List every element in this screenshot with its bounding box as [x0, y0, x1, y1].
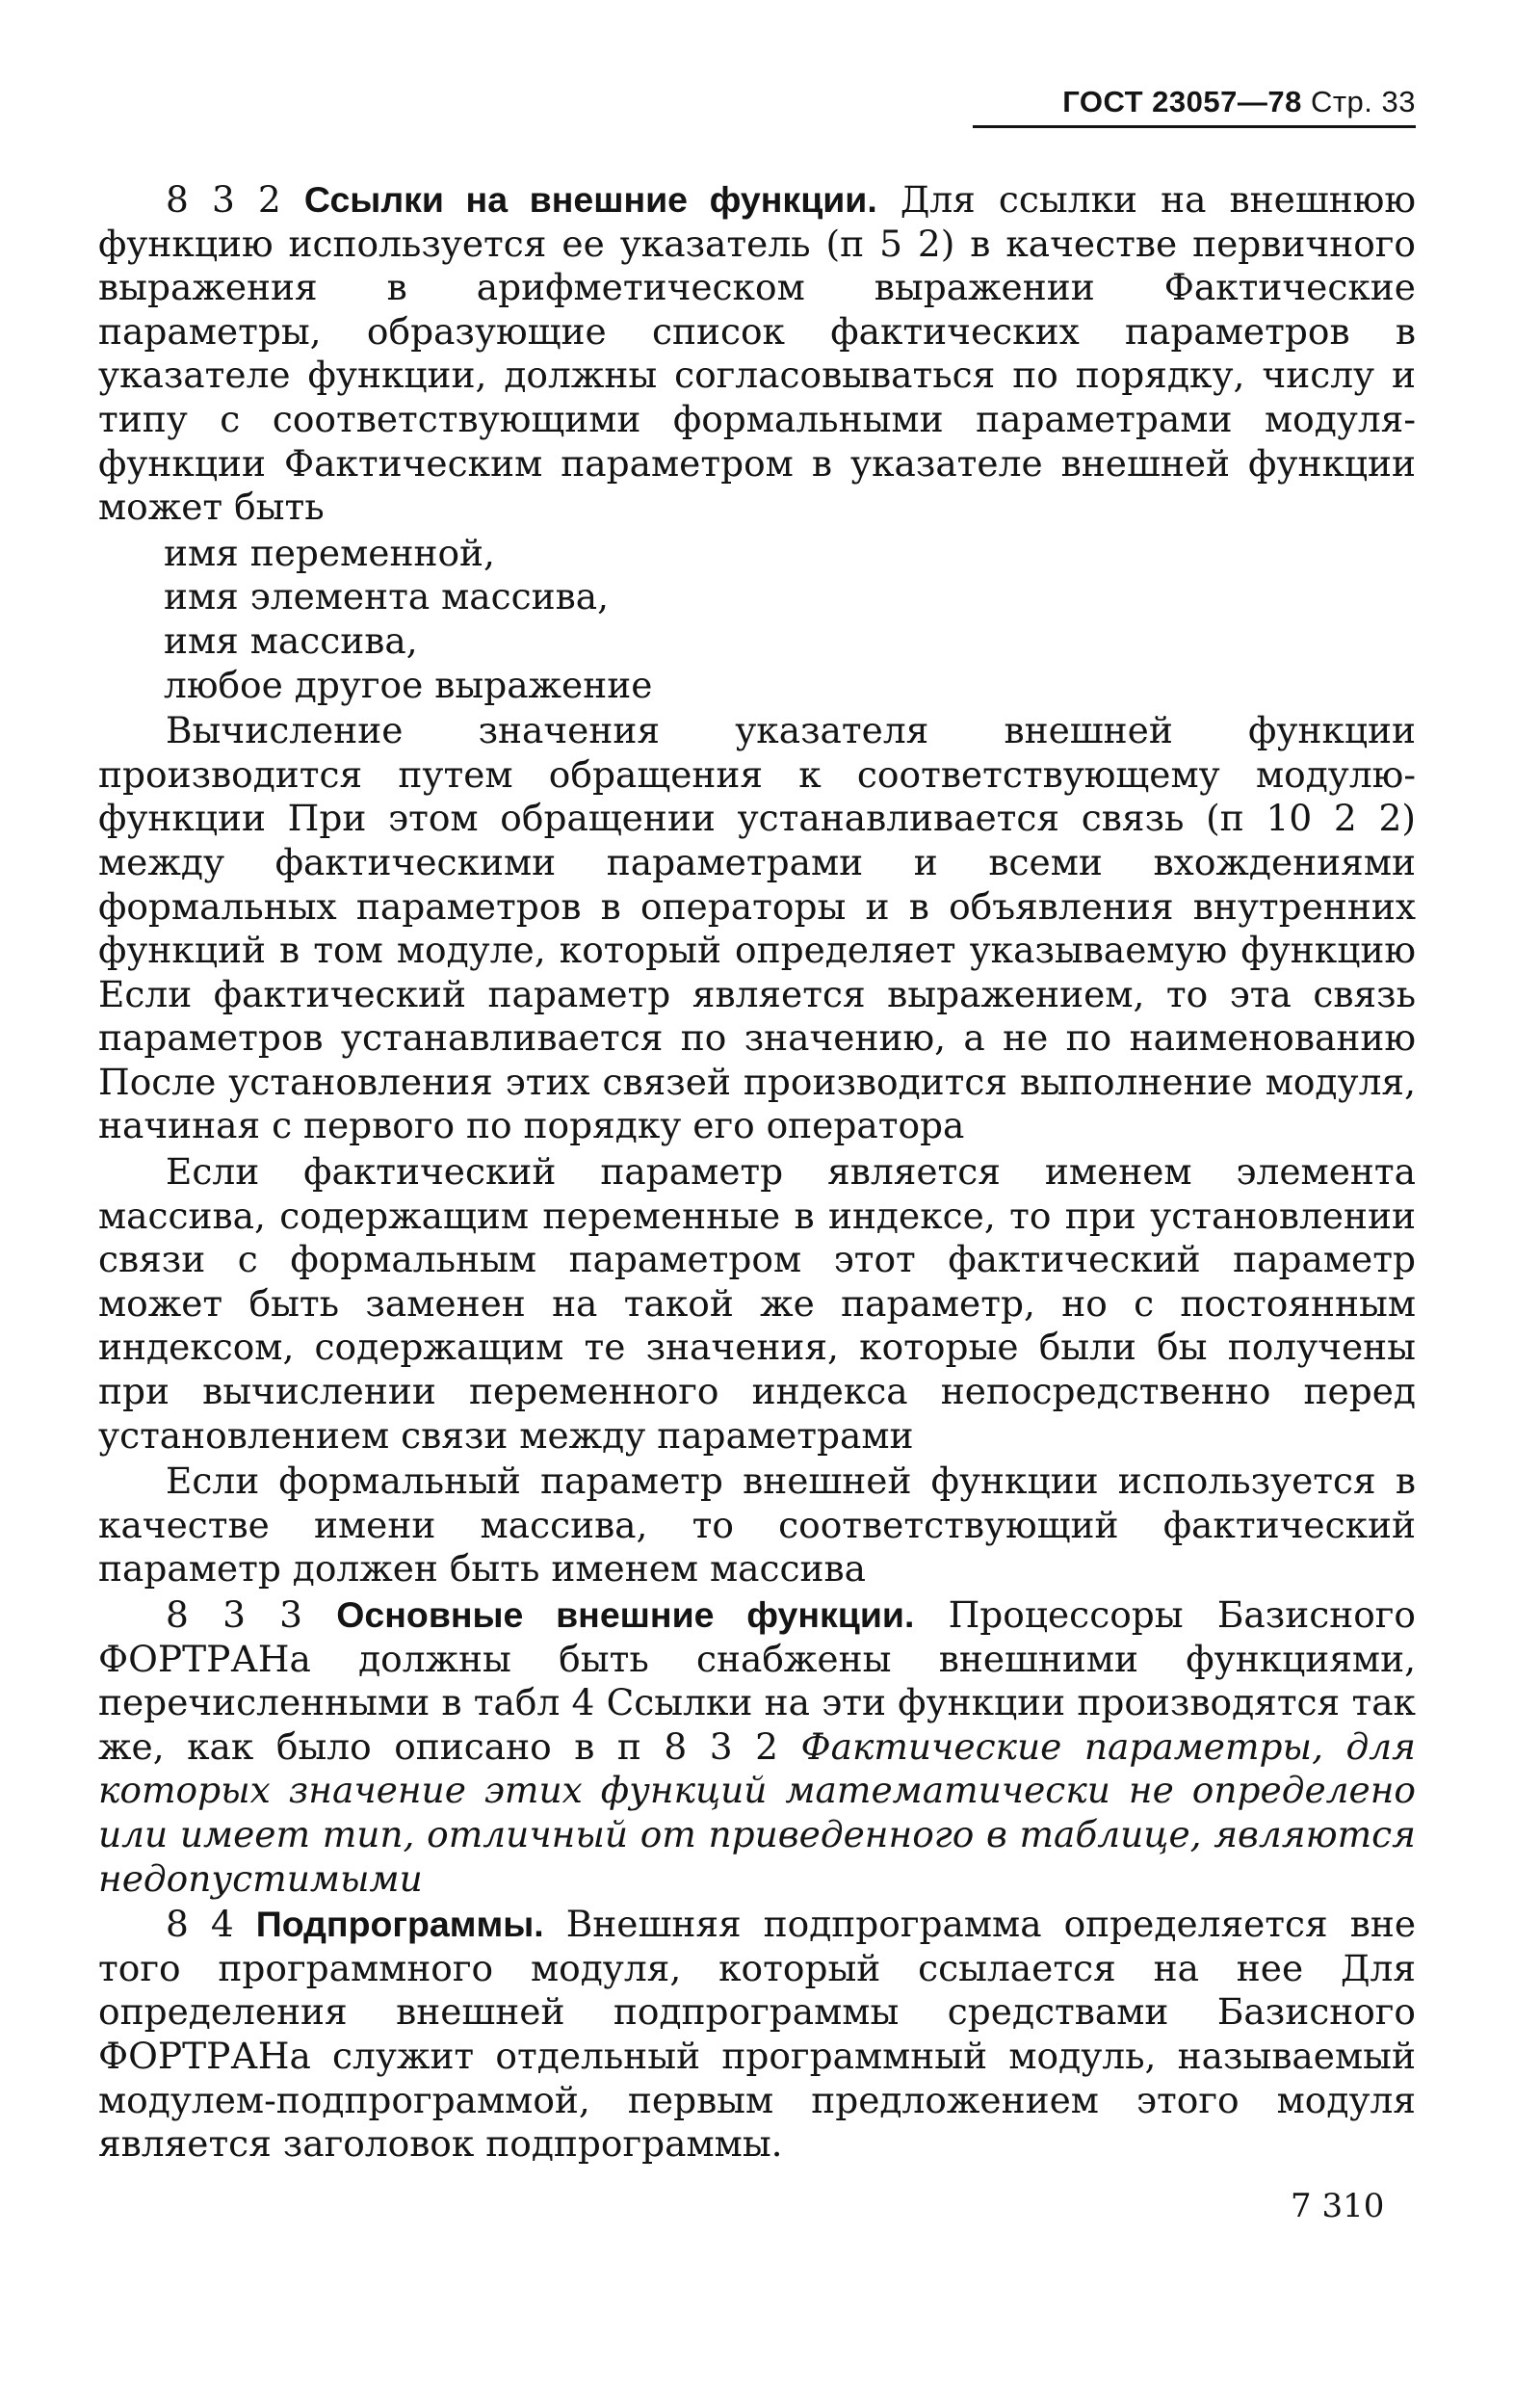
paragraph-array-element: Если фактический параметр является именем элемента массива, содержащим переменные в индексе, то при установлении связи с формальным параметром этот фактический параметр может быть заменен на такой же параметр, но с постоянным индексом, содержащим те значения, которые были бы получены при вычислении переменного индекса непосредственно перед установлением связи между параметрами [98, 1150, 1416, 1457]
section-number: 8 3 2 [166, 178, 281, 221]
section-text: Для ссылки на внешнюю функцию используется ее указатель (п 5 2) в качестве первичного выражения в арифметическом выражении Фактические параметры, образующие список фактических параметров в указателе функции, должны согласовываться по порядку, числу и типу с соответствующими формальными параметрами модуля-функции Фактическим параметром в указателе внешней функции может быть [98, 178, 1417, 529]
section-number: 8 4 [166, 1903, 234, 1946]
document-body [98, 178, 1416, 2167]
section-text: Внешняя подпрограмма определяется вне того программного модуля, который ссылается на нее Для определения внешней подпрограммы средствами Базисного ФОРТРАНа служит отдельный программный модуль, называемый модулем-подпрограммой, первым предложением этого модуля является заголовок подпрограммы. [98, 1903, 1417, 2166]
list-item: имя переменной, [164, 531, 495, 574]
section-text-italic: Фактические параметры, для которых значение этих функций математически не определено или имеет тип, отличный от приведенного в таблице, являются недопустимыми [98, 1724, 1416, 1900]
standard-code: ГОСТ 23057—78 [1062, 85, 1302, 118]
paragraph-evaluation: Вычисление значения указателя внешней функции производится путем обращения к соответствующему модулю-функции При этом обращении устанавливается связь (п 10 2 2) между фактическими параметрами и всеми вхождениями формальных параметров в операторы и в объявления внутренних функций в том модуле, который определяет указываемую функцию Если фактический параметр является выражением, то эта связь параметров устанавливается по значению, а не по наименованию После установления этих связей производится выполнение модуля, начиная с первого по порядку его оператора [98, 709, 1416, 1147]
page-number: Стр. 33 [1310, 85, 1416, 118]
section-8-3-2 [98, 178, 1416, 530]
list-item: любое другое выражение [164, 663, 653, 706]
page-footer-mark: 7 310 [1291, 2187, 1385, 2225]
section-title: Подпрограммы. [255, 1904, 544, 1945]
section-text: Процессоры Базисного ФОРТРАНа должны быть снабжены внешними функциями, перечисленными в табл 4 Ссылки на эти функции производятся так же, как было описано в п 8 3 2 [98, 1593, 1416, 1768]
actual-parameter-list [164, 532, 1416, 707]
page-header [973, 85, 1416, 128]
paragraph-array-name: Если формальный параметр внешней функции используется в качестве имени массива, то соответствующий фактический параметр должен быть именем массива [98, 1459, 1416, 1591]
section-number: 8 3 3 [166, 1593, 303, 1636]
section-title: Основные внешние функции. [336, 1594, 915, 1635]
section-title: Ссылки на внешние функции. [303, 179, 877, 220]
section-8-4 [98, 1903, 1416, 2167]
list-item: имя элемента массива, [164, 575, 610, 618]
section-8-3-3 [98, 1593, 1416, 1901]
list-item: имя массива, [164, 618, 418, 662]
